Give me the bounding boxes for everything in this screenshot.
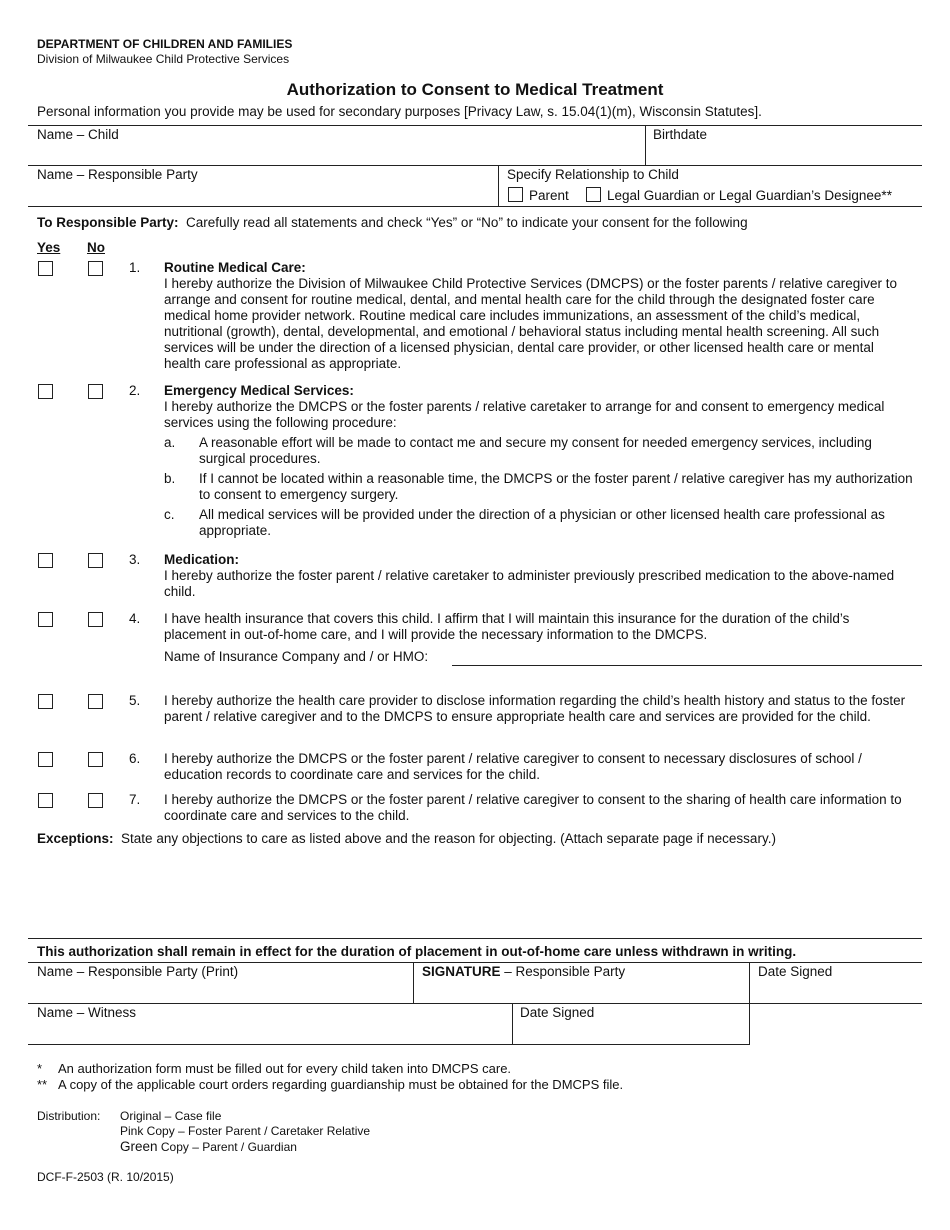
guardian-label: Legal Guardian or Legal Guardian’s Designee** [607, 188, 892, 203]
witness-field[interactable]: Name – Witness [37, 1005, 137, 1020]
sub-item-text: If I cannot be located within a reasonable time, the DMCPS or the foster parent / relative caregiver has my authorization to consent to emergency surgery. [199, 471, 913, 502]
sub-item-letter: b. [164, 471, 176, 486]
item-title: Medication: [164, 552, 240, 567]
parent-label: Parent [529, 188, 569, 203]
name-child-field[interactable]: Name – Child [37, 127, 119, 142]
grid-line [28, 165, 922, 166]
item-4-yes-checkbox[interactable] [38, 612, 53, 627]
yes-column-header: Yes [37, 240, 61, 255]
exceptions[interactable] [37, 831, 776, 847]
green-word: Green [120, 1139, 158, 1154]
no-column-header: No [87, 240, 105, 255]
item-1 [164, 260, 914, 372]
item-number: 6. [129, 751, 141, 766]
item-6-yes-checkbox[interactable] [38, 752, 53, 767]
item-text: I hereby authorize the DMCPS or the foster parent / relative caregiver to consent to necessary disclosures of school / education records to coordinate care and services for the child. [164, 751, 862, 782]
sub-item-letter: c. [164, 507, 175, 522]
item-5 [164, 693, 914, 725]
grid-line [28, 1003, 922, 1004]
item-number: 4. [129, 611, 141, 626]
signature-rest: – Responsible Party [500, 964, 626, 979]
distribution-label: Distribution: [37, 1109, 101, 1123]
sub-item-text: All medical services will be provided under the direction of a physician or other licensed health care professional as appropriate. [199, 507, 885, 538]
grid-line [645, 125, 646, 165]
instructions-text: Carefully read all statements and check “Yes” or “No” to indicate your consent for the following [186, 215, 748, 230]
department-name: DEPARTMENT OF CHILDREN AND FAMILIES [37, 37, 293, 51]
footnote-mark: * [37, 1061, 43, 1076]
distribution-line-rest: Copy – Parent / Guardian [157, 1140, 297, 1154]
insurance-label: Name of Insurance Company and / or HMO: [164, 649, 429, 664]
grid-line [498, 165, 499, 206]
grid-line [28, 962, 922, 963]
item-5-yes-checkbox[interactable] [38, 694, 53, 709]
division-name: Division of Milwaukee Child Protective Services [37, 52, 290, 66]
item-7-no-checkbox[interactable] [88, 793, 103, 808]
signature-bold: SIGNATURE [422, 964, 501, 979]
item-number: 1. [129, 260, 141, 275]
footnote-1: An authorization form must be filled out for every child taken into DMCPS care. [58, 1061, 512, 1076]
item-text: I hereby authorize the DMCPS or the foster parents / relative caretaker to arrange for and consent to emergency medical services using the following procedure: [164, 399, 885, 430]
item-3 [164, 552, 914, 600]
distribution-line [120, 1139, 370, 1155]
item-6-no-checkbox[interactable] [88, 752, 103, 767]
item-number: 3. [129, 552, 141, 567]
distribution-line: Original – Case file [120, 1109, 222, 1123]
distribution-line: Pink Copy – Foster Parent / Caretaker Relative [120, 1124, 371, 1138]
grid-line [28, 938, 922, 939]
sub-item [164, 507, 914, 539]
signature-field[interactable] [422, 964, 625, 980]
item-title: Routine Medical Care: [164, 260, 306, 275]
sub-item-letter: a. [164, 435, 176, 450]
form-title: Authorization to Consent to Medical Treatment [286, 80, 664, 99]
item-title: Emergency Medical Services: [164, 383, 354, 398]
privacy-notice: Personal information you provide may be used for secondary purposes [Privacy Law, s. 15.04(1)(m), Wisconsin Statutes]. [37, 104, 762, 119]
item-text: I hereby authorize the Division of Milwaukee Child Protective Services (DMCPS) or the foster parents / relative caregiver to arrange and consent for routine medical, dental, and mental health care for the child through the designated foster care medical home provider network. Routine medical care includes immunizations, an assessment of the child’s medical, nutritional (growth), dental, developmental, and emotional / behavioral status including mental health screening. All such services will be under the direction of a licensed physician, dental care provider, or other licensed health care or mental health care professional as appropriate. [164, 276, 898, 371]
distribution-list [120, 1109, 370, 1155]
item-4-no-checkbox[interactable] [88, 612, 103, 627]
form-number: DCF-F-2503 (R. 10/2015) [37, 1170, 174, 1184]
item-6 [164, 751, 914, 783]
item-1-yes-checkbox[interactable] [38, 261, 53, 276]
sub-item [164, 435, 914, 467]
item-1-no-checkbox[interactable] [88, 261, 103, 276]
date-signed-field[interactable]: Date Signed [758, 964, 833, 979]
item-5-no-checkbox[interactable] [88, 694, 103, 709]
grid-line [28, 1044, 750, 1045]
item-text: I hereby authorize the health care provider to disclose information regarding the child’s health history and status to the foster parent / relative caregiver and to the DMCPS to ensure appropriate health care and services are provided for the child. [164, 693, 906, 724]
item-2-yes-checkbox[interactable] [38, 384, 53, 399]
relationship-label: Specify Relationship to Child [507, 167, 679, 182]
instructions-bold: To Responsible Party: [37, 215, 179, 230]
guardian-checkbox[interactable] [586, 187, 601, 202]
item-text: I hereby authorize the foster parent / relative caretaker to administer previously prescribed medication to the above-named child. [164, 568, 895, 599]
exceptions-bold: Exceptions: [37, 831, 114, 846]
grid-line [512, 1003, 513, 1044]
item-number: 5. [129, 693, 141, 708]
item-4 [164, 611, 914, 643]
item-number: 2. [129, 383, 141, 398]
grid-line [28, 125, 922, 126]
footnote-mark: ** [37, 1077, 48, 1092]
name-responsible-field[interactable]: Name – Responsible Party [37, 167, 198, 182]
birthdate-field[interactable]: Birthdate [653, 127, 708, 142]
parent-checkbox[interactable] [508, 187, 523, 202]
footnote-2: A copy of the applicable court orders regarding guardianship must be obtained for the DMCPS file. [58, 1077, 624, 1092]
exceptions-text: State any objections to care as listed above and the reason for objecting. (Attach separate page if necessary.) [121, 831, 776, 846]
sub-item [164, 471, 914, 503]
item-number: 7. [129, 792, 141, 807]
witness-date-field[interactable]: Date Signed [520, 1005, 595, 1020]
item-7 [164, 792, 914, 824]
item-text: I hereby authorize the DMCPS or the foster parent / relative caregiver to consent to the sharing of health care information to coordinate care and services to the child. [164, 792, 902, 823]
sub-item-text: A reasonable effort will be made to contact me and secure my consent for needed emergency services, including surgical procedures. [199, 435, 872, 466]
instructions [37, 215, 748, 231]
item-text: I have health insurance that covers this child. I affirm that I will maintain this insurance for the duration of the child’s placement in out-of-home care, and I will provide the necessary information to the DMCPS. [164, 611, 850, 642]
grid-line [413, 962, 414, 1003]
item-7-yes-checkbox[interactable] [38, 793, 53, 808]
item-3-yes-checkbox[interactable] [38, 553, 53, 568]
authorization-statement: This authorization shall remain in effect for the duration of placement in out-of-home care unless withdrawn in writing. [37, 944, 797, 959]
item-2 [164, 383, 914, 539]
name-print-field[interactable]: Name – Responsible Party (Print) [37, 964, 239, 979]
insurance-input[interactable] [452, 665, 922, 666]
item-3-no-checkbox[interactable] [88, 553, 103, 568]
item-2-no-checkbox[interactable] [88, 384, 103, 399]
grid-line [28, 206, 922, 207]
